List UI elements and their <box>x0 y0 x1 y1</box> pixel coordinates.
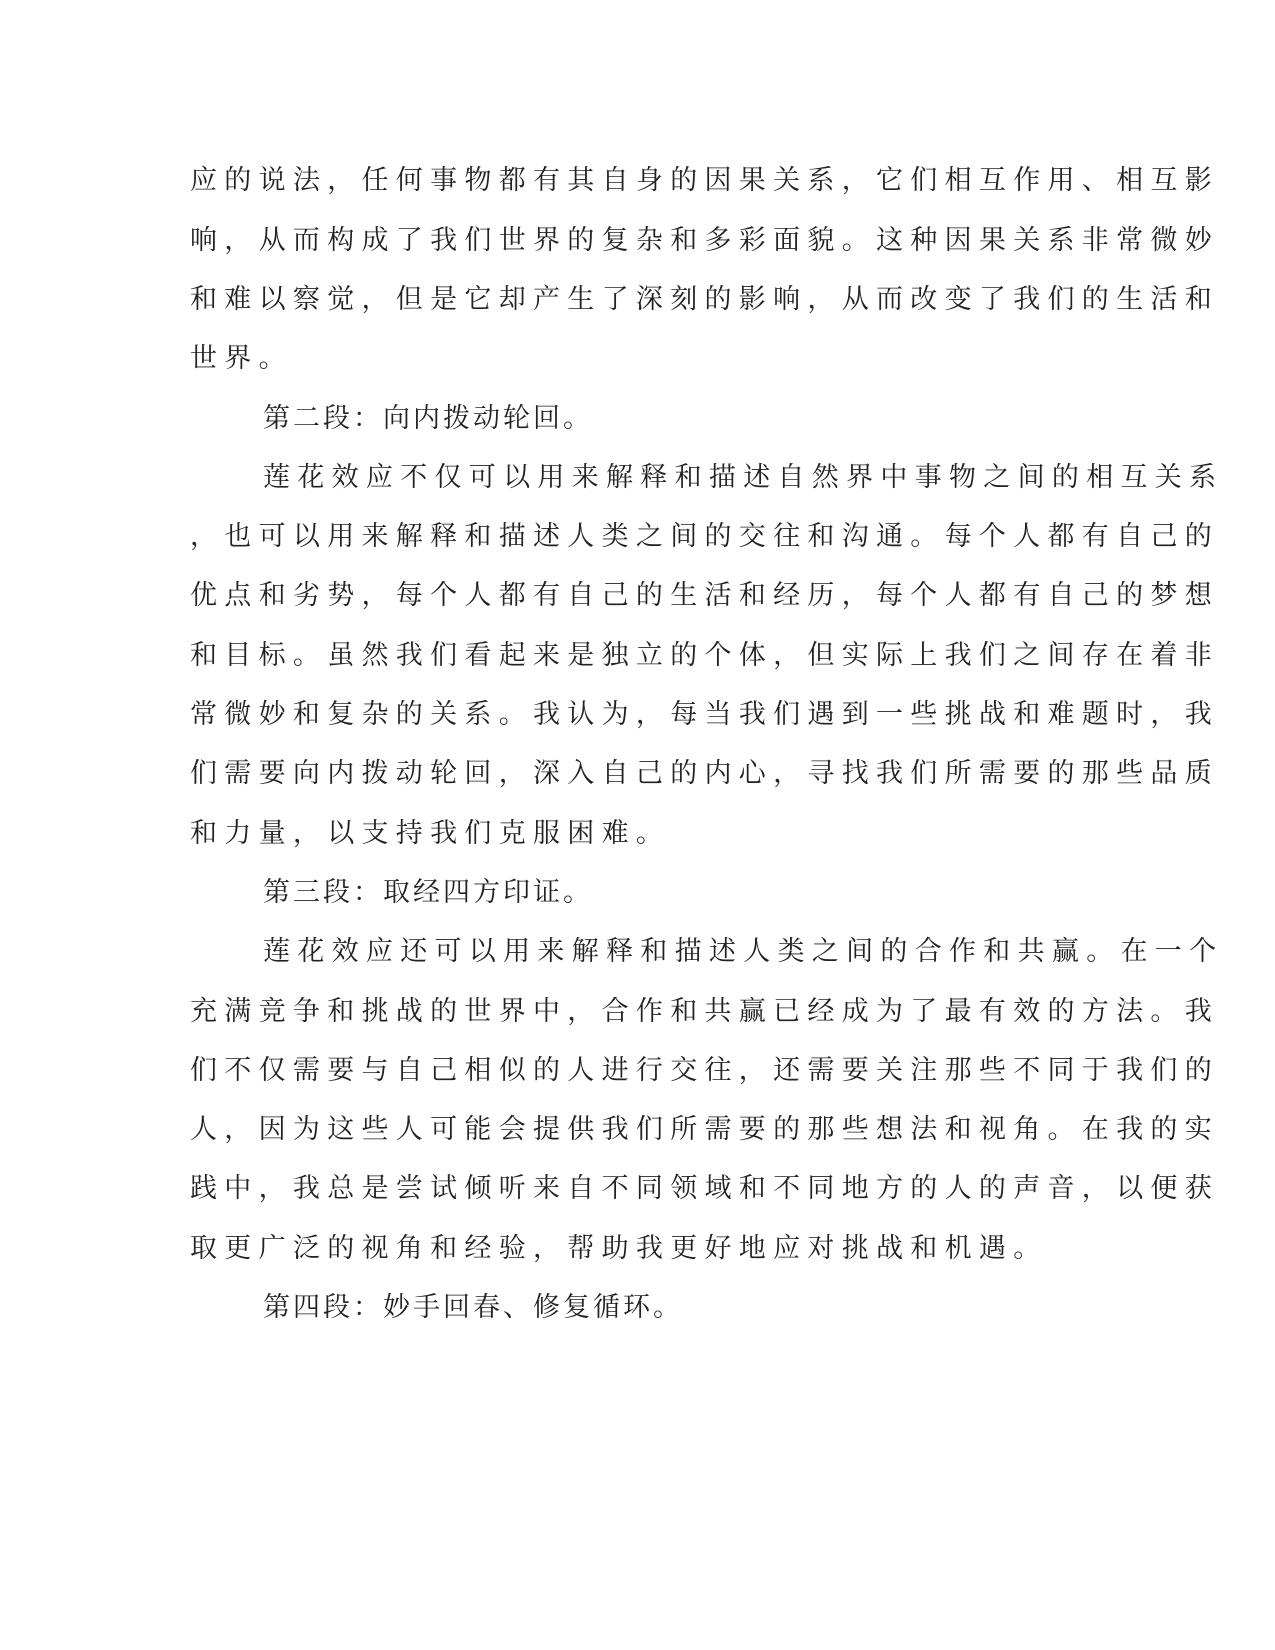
section-heading: 第二段：向内拨动轮回。 <box>263 403 593 434</box>
paragraph-line: 莲花效应还可以用来解释和描述人类之间的合作和共赢。在一个 <box>263 936 1224 967</box>
section-heading: 第四段：妙手回春、修复循环。 <box>263 1292 683 1323</box>
paragraph-line: 们不仅需要与自己相似的人进行交往，还需要关注那些不同于我们的 <box>190 1055 1219 1086</box>
paragraph-line: 取更广泛的视角和经验，帮助我更好地应对挑战和机遇。 <box>190 1233 1048 1264</box>
paragraph-line: 世界。 <box>190 343 293 374</box>
paragraph-line: 应的说法，任何事物都有其自身的因果关系，它们相互作用、相互影 <box>190 165 1219 196</box>
paragraph-line: 和目标。虽然我们看起来是独立的个体，但实际上我们之间存在着非 <box>190 640 1219 671</box>
paragraph-line: 常微妙和复杂的关系。我认为，每当我们遇到一些挑战和难题时，我 <box>190 699 1219 730</box>
paragraph-line: 优点和劣势，每个人都有自己的生活和经历，每个人都有自己的梦想 <box>190 580 1219 611</box>
paragraph-line: 人，因为这些人可能会提供我们所需要的那些想法和视角。在我的实 <box>190 1114 1219 1145</box>
paragraph-line: 和难以察觉，但是它却产生了深刻的影响，从而改变了我们的生活和 <box>190 284 1219 315</box>
paragraph-line: 践中，我总是尝试倾听来自不同领域和不同地方的人的声音，以便获 <box>190 1173 1219 1204</box>
paragraph-line: 充满竞争和挑战的世界中，合作和共赢已经成为了最有效的方法。我 <box>190 996 1219 1027</box>
paragraph-line: 们需要向内拨动轮回，深入自己的内心，寻找我们所需要的那些品质 <box>190 758 1219 789</box>
paragraph-line: 莲花效应不仅可以用来解释和描述自然界中事物之间的相互关系 <box>263 462 1224 493</box>
paragraph-line: 响，从而构成了我们世界的复杂和多彩面貌。这种因果关系非常微妙 <box>190 225 1219 256</box>
section-heading: 第三段：取经四方印证。 <box>263 877 593 908</box>
paragraph-line: ，也可以用来解释和描述人类之间的交往和沟通。每个人都有自己的 <box>190 521 1219 552</box>
paragraph-line: 和力量，以支持我们克服困难。 <box>190 818 671 849</box>
